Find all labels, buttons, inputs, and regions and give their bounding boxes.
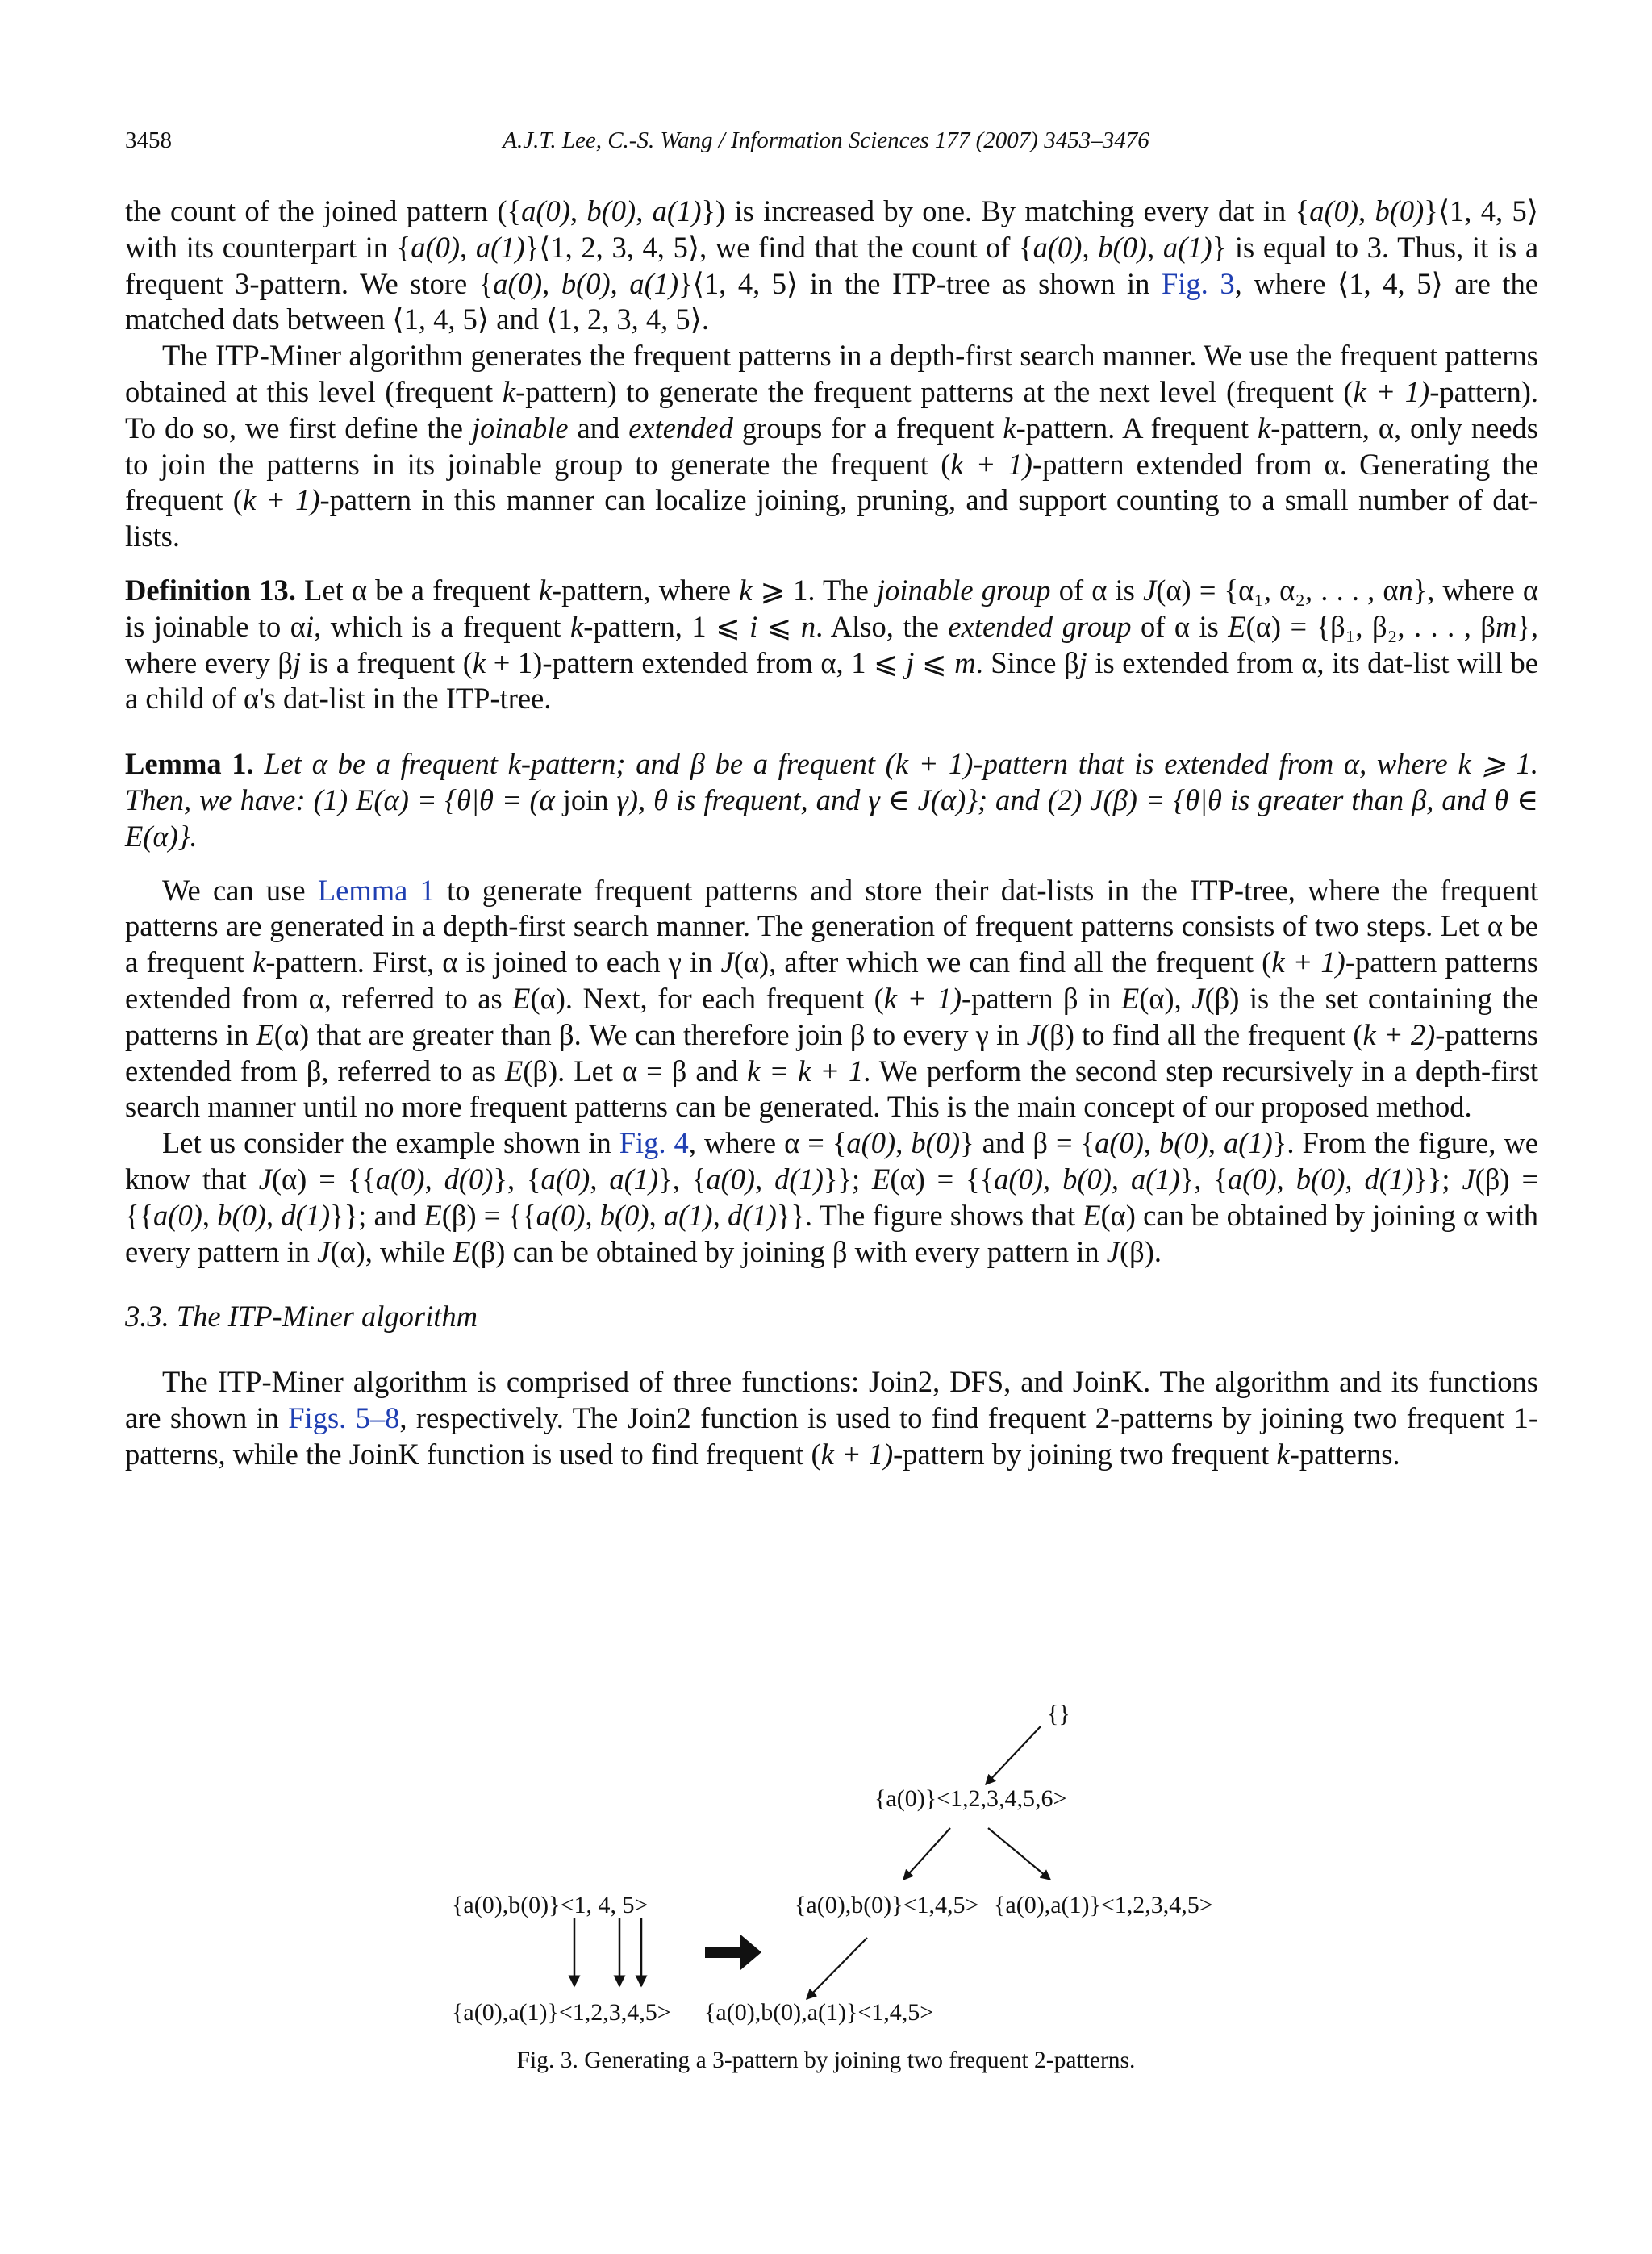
paragraph-continued: the count of the joined pattern ({a(0), b(0), a(1)}) is increased by one. By matching every dat in {a(0), b(0)}⟨1, 4, 5⟩ with its counterpart in {a(0), a(1)}⟨1, 2, 3, 4, 5⟩, we find that the count of {a(0), b(0), a(1)} is equal to 3. Thus, it is a frequent 3-pattern. We store {a(0), b(0), a(1)}⟨1, 4, 5⟩ in the ITP-tree as shown in Fig. 3, where ⟨1, 4, 5⟩ are the matched dats between ⟨1, 4, 5⟩ and ⟨1, 2, 3, 4, 5⟩. bbox=[125, 194, 1539, 336]
tree-edge-root bbox=[986, 1726, 1041, 1784]
definition-13: Definition 13. Let α be a frequent k-pattern, where k ⩾ 1. The joinable group of α is J(α) = {α₁, α₂, . . . , αn}, where α is joinable to αi, which is a frequent k-pattern, 1 ⩽ i ⩽ n. Also, the extended group of α is E(α) = {β₁, β₂, . . . , βm}, where every βj is a frequent (k + 1)-pattern extended from α, 1 ⩽ j ⩽ m. Since βj is extended from α, its dat-list will be a child of α's dat-list in the ITP-tree. bbox=[125, 573, 1538, 716]
tree-edge-left bbox=[903, 1828, 950, 1880]
lemma-1: Lemma 1. Let α be a frequent k-pattern; and β be a frequent (k + 1)-pattern that is extended from α, where k ⩾ 1. Then, we have: (1) E(α) = {θ|θ = (α join γ), θ is frequent, and γ ∈ J(α)}; and (2) J(β) = {θ|θ is greater than β, and θ ∈ E(α)}. bbox=[125, 747, 1538, 853]
main-content bbox=[125, 194, 1538, 1473]
figure-3 bbox=[0, 1678, 1652, 2065]
tree-level-2-right: {a(0),a(1)}<1,2,3,4,5> bbox=[994, 1892, 1213, 1918]
tree-edge-right bbox=[988, 1828, 1050, 1880]
tree-edge-leaf bbox=[807, 1938, 867, 1999]
paragraph-itp-miner-intro: The ITP-Miner algorithm generates the frequent patterns in a depth-first search manner. We use the frequent patterns obtained at this level (frequent k-pattern) to generate the frequent patterns at the next level (frequent (k + 1)-pattern). To do so, we first define the joinable and extended groups for a frequent k-pattern. A frequent k-pattern, α, only needs to join the patterns in its joinable group to generate the frequent (k + 1)-pattern extended from α. Generating the frequent (k + 1)-pattern in this manner can localize joining, pruning, and support counting to a small number of dat-lists. bbox=[125, 339, 1539, 553]
definition-label: Definition 13. bbox=[125, 573, 296, 607]
figure-caption: Fig. 3. Generating a 3-pattern by joining two frequent 2-patterns. bbox=[516, 2047, 1136, 2073]
fig-3-link[interactable]: Fig. 3 bbox=[1161, 266, 1235, 300]
left-node-bottom: {a(0),a(1)}<1,2,3,4,5> bbox=[452, 1999, 671, 2026]
lemma-1-link[interactable]: Lemma 1 bbox=[317, 873, 435, 907]
page-number: 3458 bbox=[125, 127, 172, 153]
paragraph-lemma-use: We can use Lemma 1 to generate frequent patterns and store their dat-lists in the ITP-tree, where the frequent patterns are generated in a depth-first search manner. The generation of frequent patterns consists of two steps. Let α be a frequent k-pattern. First, α is joined to each γ in J(α), after which we can find all the frequent (k + 1)-pattern patterns extended from α, referred to as E(α). Next, for each frequent (k + 1)-pattern β in E(α), J(β) is the set containing the patterns in E(α) that are greater than β. We can therefore join β to every γ in J(β) to find all the frequent (k + 2)-patterns extended from β, referred to as E(β). Let α = β and k = k + 1. We perform the second step recursively in a depth-first search manner until no more frequent patterns can be generated. This is the main concept of our proposed method. bbox=[125, 873, 1539, 1124]
tree-level-2-left: {a(0),b(0)}<1,4,5> bbox=[795, 1892, 979, 1918]
section-heading: 3.3. The ITP-Miner algorithm bbox=[125, 1300, 478, 1334]
tree-level-1: {a(0)}<1,2,3,4,5,6> bbox=[874, 1785, 1067, 1812]
tree-root: {} bbox=[1047, 1701, 1070, 1727]
figs-5-8-link[interactable]: Figs. 5–8 bbox=[288, 1400, 400, 1434]
paragraph-algorithm-functions: The ITP-Miner algorithm is comprised of three functions: Join2, DFS, and JoinK. The algorithm and its functions are shown in Figs. 5–8, respectively. The Join2 function is used to find frequent 2-patterns by joining two frequent 1-patterns, while the JoinK function is used to find frequent (k + 1)-pattern by joining two frequent k-patterns. bbox=[125, 1365, 1538, 1471]
tree-level-3: {a(0),b(0),a(1)}<1,4,5> bbox=[704, 1999, 934, 2026]
join-right-arrow-icon bbox=[705, 1935, 761, 1970]
left-node-top: {a(0),b(0)}<1, 4, 5> bbox=[452, 1892, 649, 1918]
fig-4-link[interactable]: Fig. 4 bbox=[619, 1126, 689, 1160]
paragraph-fig4-example: Let us consider the example shown in Fig. 4, where α = {a(0), b(0)} and β = {a(0), b(0), a(1)}. From the figure, we know that J(α) = {{a(0), d(0)}, {a(0), a(1)}, {a(0), d(1)}}; E(α) = {{a(0), b(0), a(1)}, {a(0), b(0), d(1)}}; J(β) = {{a(0), b(0), d(1)}}; and E(β) = {{a(0), b(0), a(1), d(1)}}. The figure shows that E(α) can be obtained by joining α with every pattern in J(α), while E(β) can be obtained by joining β with every pattern in J(β). bbox=[125, 1126, 1539, 1268]
running-title: A.J.T. Lee, C.-S. Wang / Information Sciences 177 (2007) 3453–3476 bbox=[503, 127, 1149, 153]
lemma-label: Lemma 1. bbox=[125, 747, 254, 781]
page-header bbox=[125, 127, 1527, 163]
